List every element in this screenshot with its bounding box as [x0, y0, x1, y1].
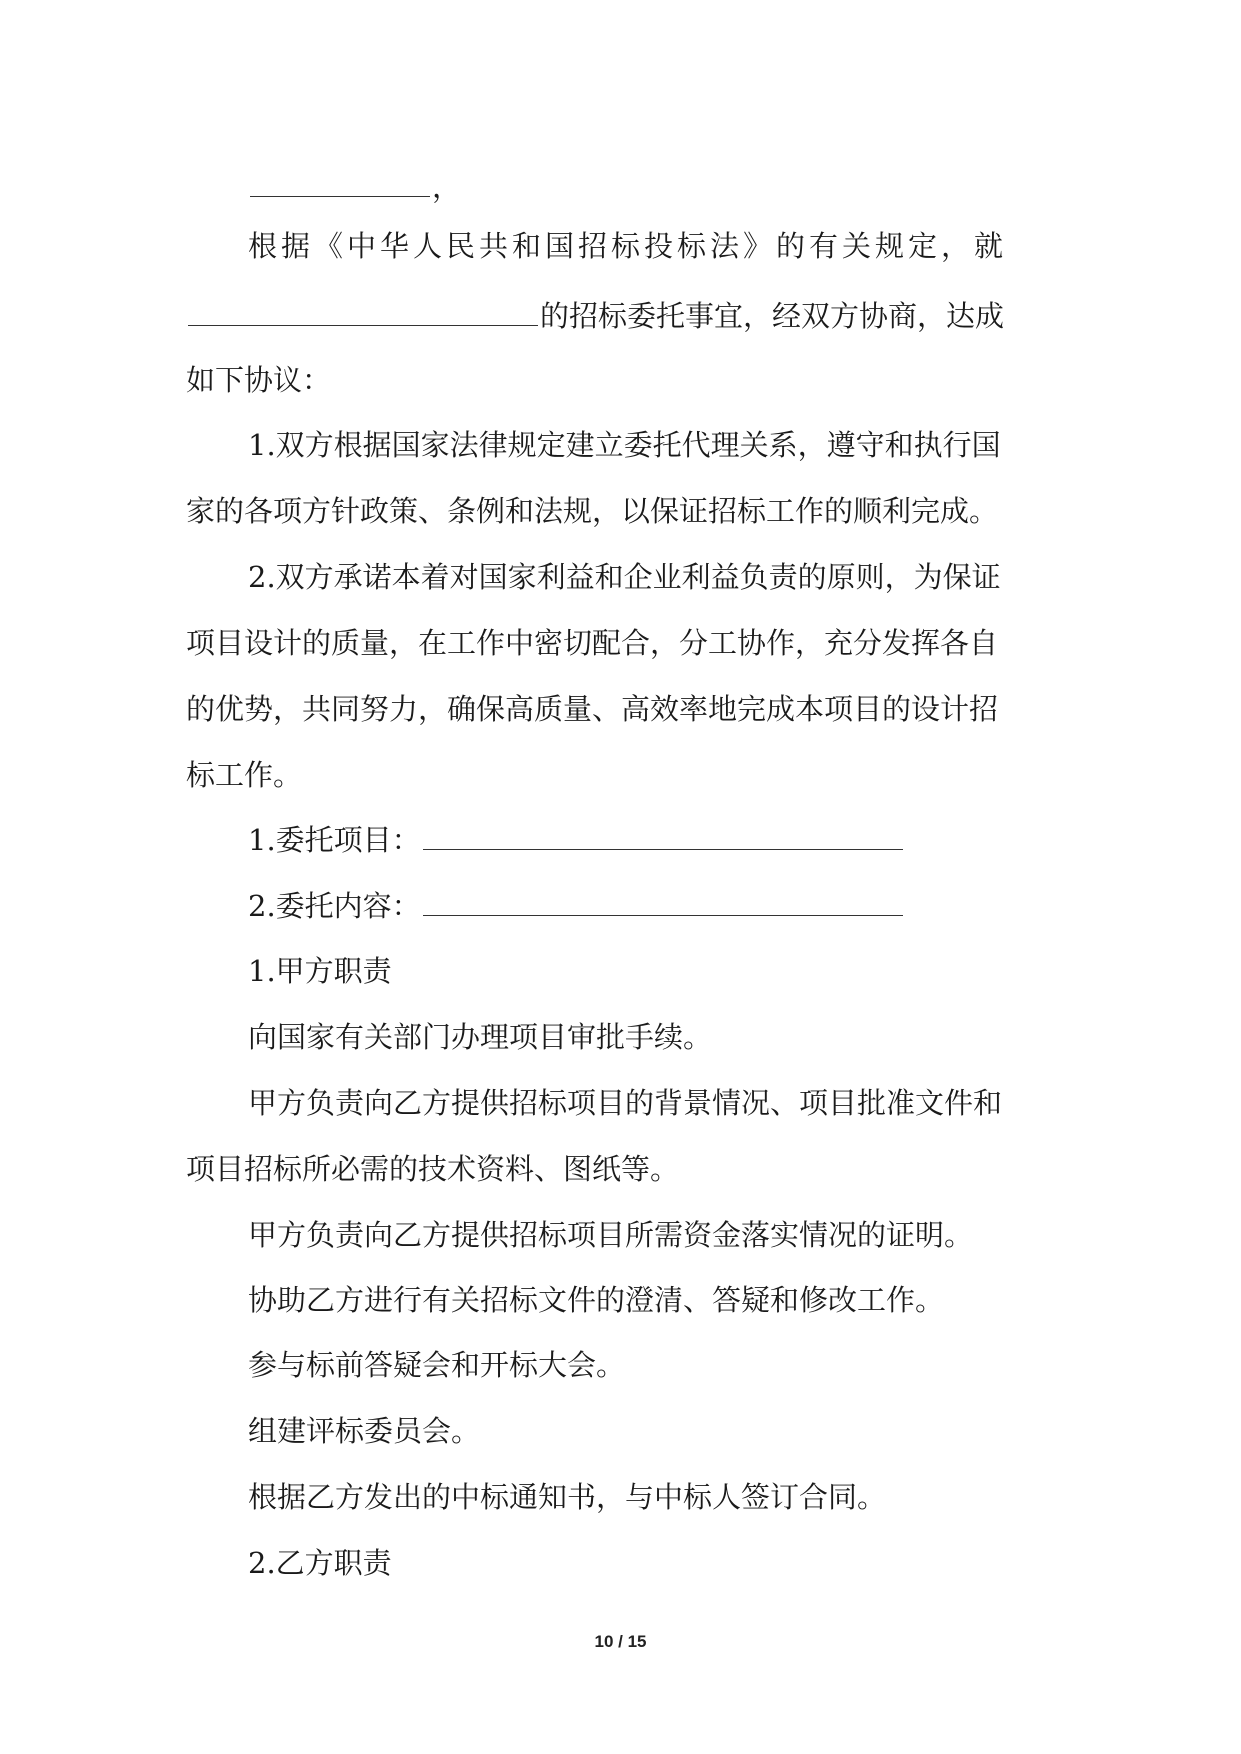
paragraph-line: 项目招标所必需的技术资料、图纸等。 [186, 1152, 680, 1186]
paragraph-line: 参与标前答疑会和开标大会。 [248, 1348, 626, 1382]
paragraph-line: 的优势，共同努力，确保高质量、高效率地完成本项目的设计招 [186, 692, 999, 726]
paragraph-line: 标工作。 [186, 758, 303, 792]
paragraph-line: 家的各项方针政策、条例和法规，以保证招标工作的顺利完成。 [186, 494, 999, 528]
paragraph-line: 2.双方承诺本着对国家利益和企业利益负责的原则，为保证 [248, 560, 1001, 594]
fill-blank [423, 887, 903, 916]
paragraph-line: 组建评标委员会。 [248, 1414, 481, 1448]
section-heading: 1.甲方职责 [248, 954, 392, 988]
section-heading: 2.乙方职责 [248, 1546, 392, 1580]
paragraph-line: 根据乙方发出的中标通知书，与中标人签订合同。 [248, 1480, 887, 1514]
fill-blank [423, 821, 903, 850]
fill-blank [188, 297, 538, 326]
blank-line-top [0, 167, 1241, 207]
fill-blank [250, 168, 430, 197]
paragraph-line: 如下协议： [186, 363, 332, 397]
paragraph-line: 向国家有关部门办理项目审批手续。 [248, 1020, 713, 1054]
paragraph-line: 项目设计的质量，在工作中密切配合，分工协作，充分发挥各自 [186, 626, 999, 660]
paragraph-line: 根据《中华人民共和国招标投标法》的有关规定，就 [248, 229, 1008, 263]
paragraph-line: 1.双方根据国家法律规定建立委托代理关系，遵守和执行国 [248, 428, 1001, 462]
paragraph-line: 的招标委托事宜，经双方协商，达成 [0, 296, 1241, 336]
commission-content-line: 2.委托内容： [0, 886, 1241, 926]
comma: ， [432, 170, 462, 204]
paragraph-line: 甲方负责向乙方提供招标项目的背景情况、项目批准文件和 [248, 1086, 1003, 1120]
paragraph-line: 甲方负责向乙方提供招标项目所需资金落实情况的证明。 [248, 1218, 974, 1252]
page-number: 10 / 15 [594, 1632, 647, 1651]
commission-item-line: 1.委托项目： [0, 820, 1241, 860]
paragraph-line: 协助乙方进行有关招标文件的澄清、答疑和修改工作。 [248, 1283, 945, 1317]
